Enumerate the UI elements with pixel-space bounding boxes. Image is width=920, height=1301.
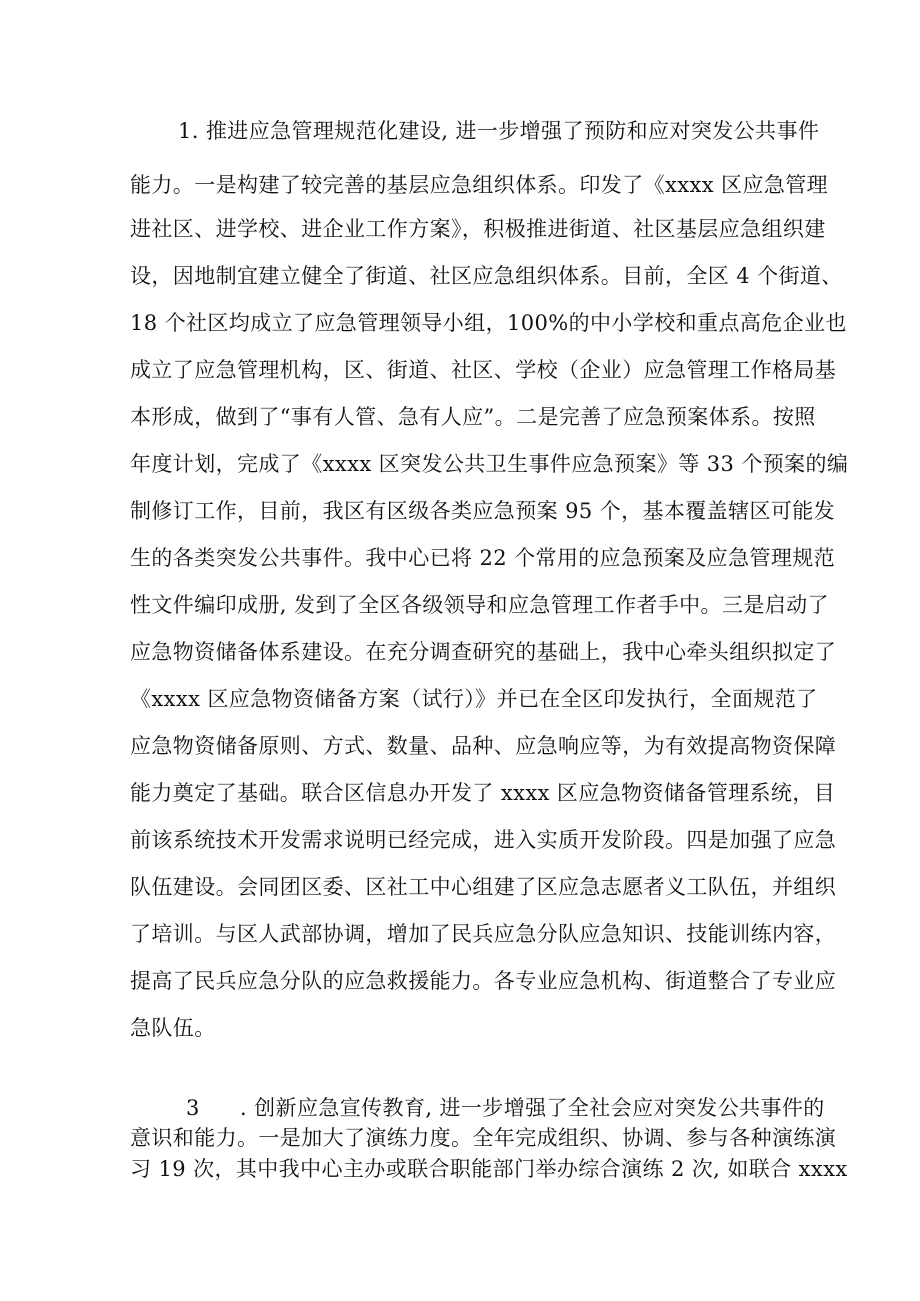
paragraph-1-line: 应急物资储备原则、方式、数量、品种、应急响应等，为有效提高物资保障 xyxy=(130,734,837,758)
paragraph-1-line: 能力。一是构建了较完善的基层应急组织体系。印发了《xxxx 区应急管理 xyxy=(130,173,829,197)
paragraph-1-line: 提高了民兵应急分队的应急救援能力。各专业应急机构、街道整合了专业应 xyxy=(130,969,837,993)
paragraph-1-line: 了培训。与区人武部协调，增加了民兵应急分队应急知识、技能训练内容， xyxy=(130,922,837,946)
paragraph-2-first-line: . 创新应急宣传教育, 进一步增强了全社会应对突发公共事件的 xyxy=(240,1096,825,1120)
paragraph-1-line: 《xxxx 区应急物资储备方案（试行）》并已在全区印发执行，全面规范了 xyxy=(130,687,818,711)
paragraph-1-line: 成立了应急管理机构，区、街道、社区、学校（企业）应急管理工作格局基 xyxy=(130,358,837,382)
paragraph-1-line: 进社区、进学校、进企业工作方案》，积极推进街道、社区基层应急组织建 xyxy=(130,217,826,241)
paragraph-1-line: 制修订工作，目前，我区有区级各类应急预案 95 个，基本覆盖辖区可能发 xyxy=(130,499,836,523)
paragraph-2-number: 3 xyxy=(186,1096,200,1120)
paragraph-1-line: 能力奠定了基础。联合区信息办开发了 xxxx 区应急物资储备管理系统，目 xyxy=(130,781,836,805)
paragraph-1-line: 生的各类突发公共事件。我中心已将 22 个常用的应急预案及应急管理规范 xyxy=(130,546,836,570)
paragraph-1-line: 1. 推进应急管理规范化建设, 进一步增强了预防和应对突发公共事件 xyxy=(178,119,820,143)
paragraph-1-line: 队伍建设。会同团区委、区社工中心组建了区应急志愿者义工队伍，并组织 xyxy=(130,875,837,899)
paragraph-1-line: 前该系统技术开发需求说明已经完成，进入实质开发阶段。四是加强了应急 xyxy=(130,828,837,852)
paragraph-1-line: 急队伍。 xyxy=(130,1016,216,1040)
paragraph-1-line: 本形成，做到了“事有人管、急有人应”。二是完善了应急预案体系。按照 xyxy=(130,405,816,429)
paragraph-1-line: 设，因地制宜建立健全了街道、社区应急组织体系。目前，全区 4 个街道、 xyxy=(130,264,843,288)
paragraph-1-line: 18 个社区均成立了应急管理领导小组，100%的中小学校和重点高危企业也 xyxy=(130,311,847,335)
paragraph-2-line: 意识和能力。一是加大了演练力度。全年完成组织、协调、参与各种演练演 xyxy=(130,1126,837,1150)
paragraph-1-line: 性文件编印成册, 发到了全区各级领导和应急管理工作者手中。三是启动了 xyxy=(130,593,829,617)
paragraph-1-line: 年度计划，完成了《xxxx 区突发公共卫生事件应急预案》等 33 个预案的编 xyxy=(130,452,849,476)
paragraph-1-line: 应急物资储备体系建设。在充分调查研究的基础上，我中心牵头组织拟定了 xyxy=(130,640,837,664)
paragraph-2-line: 习 19 次，其中我中心主办或联合职能部门举办综合演练 2 次, 如联合 xxxx xyxy=(130,1157,848,1181)
